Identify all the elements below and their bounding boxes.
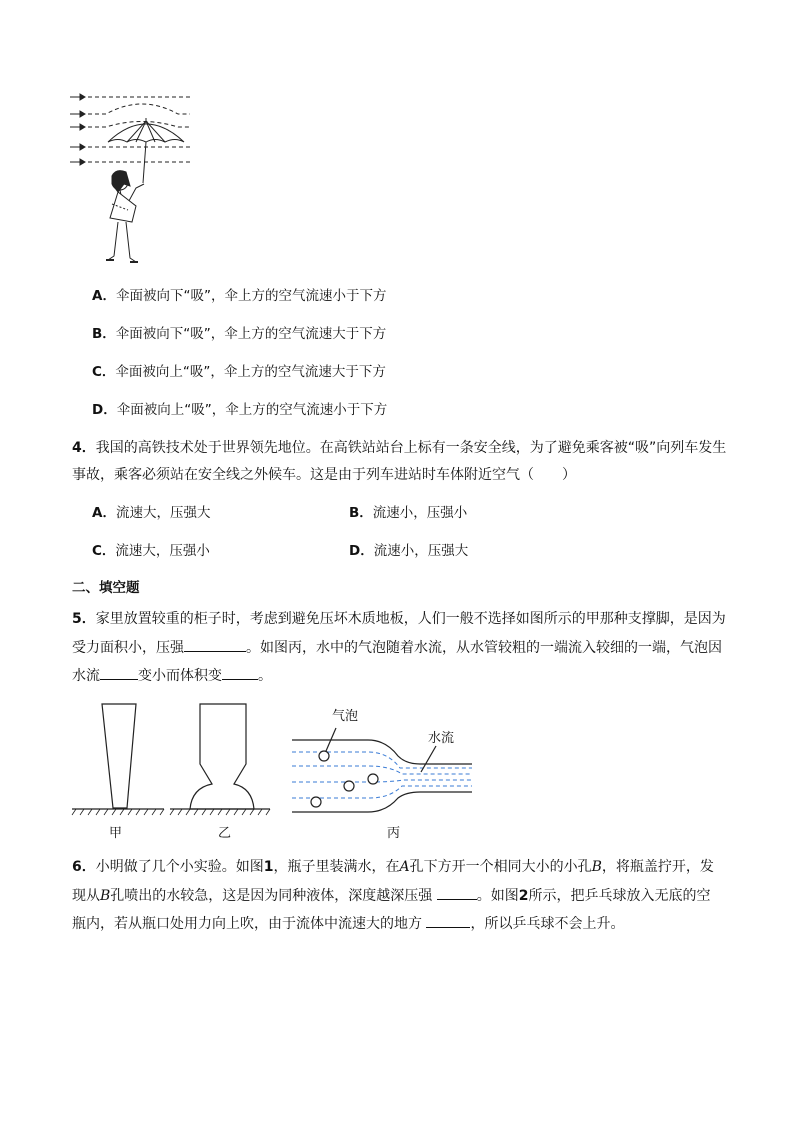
stem-text: 所示，把乒乓球放入无底的空: [528, 888, 711, 904]
stem-text: 。如图: [476, 888, 519, 904]
figure-label-jia: 甲: [109, 826, 123, 841]
question-number: 4．: [72, 440, 96, 456]
stem-text: 瓶内，若从瓶口处用力向上吹，由于流体中流速大的地方: [72, 916, 422, 932]
answer-blank-4[interactable]: [437, 885, 477, 900]
option-letter: A．: [92, 505, 116, 521]
option-text: 流速小，压强小: [372, 505, 468, 521]
stem-text: 。: [258, 668, 272, 684]
option-letter: D．: [92, 402, 117, 418]
stem-text: ，将瓶盖拧开，发: [601, 859, 714, 875]
q6-stem-line-2: [72, 885, 711, 906]
support-foot-yi-figure: [170, 700, 270, 816]
answer-blank-5[interactable]: [426, 913, 470, 928]
umbrella-girl-figure: [66, 88, 198, 272]
q3-option-b[interactable]: [92, 324, 386, 344]
q3-option-a[interactable]: [92, 286, 386, 306]
hole-label: B: [100, 888, 111, 904]
option-text: 流速小，压强大: [373, 543, 469, 559]
answer-blank-3[interactable]: [222, 665, 258, 680]
stem-text: 水流: [72, 668, 100, 684]
stem-text: 孔喷出的水较急，这是因为同种液体，深度越深压强: [110, 888, 433, 904]
option-letter: A．: [92, 288, 116, 304]
option-text: 流速大，压强小: [115, 543, 210, 559]
q4-stem-line-2: 事故，乘客必须站在安全线之外候车。这是由于列车进站时车体附近空气（ ）: [72, 467, 576, 483]
stem-text: 现从: [72, 888, 100, 904]
option-text: 伞面被向上“吸”，伞上方的空气流速大于下方: [115, 364, 386, 380]
option-letter: B．: [92, 326, 116, 342]
option-text: 伞面被向下“吸”，伞上方的空气流速小于下方: [115, 288, 387, 304]
q3-option-d[interactable]: [92, 400, 387, 420]
water-pipe-bing-figure: [290, 700, 474, 816]
option-text: 伞面被向下“吸”，伞上方的空气流速大于下方: [115, 326, 387, 342]
q5-stem-line-1: [72, 609, 726, 629]
stem-text: 受力面积小，压强: [72, 640, 184, 656]
figure-label-yi: 乙: [218, 826, 232, 841]
q4-option-c[interactable]: [92, 541, 210, 561]
figure-label-bubble: 气泡: [332, 709, 359, 724]
question-number: 6．: [72, 859, 96, 875]
option-text: 流速大，压强大: [115, 505, 211, 521]
answer-blank-2[interactable]: [100, 665, 138, 680]
option-text: 伞面被向上“吸”，伞上方的空气流速小于下方: [116, 402, 388, 418]
stem-text: 小明做了几个小实验。如图: [95, 859, 264, 875]
stem-text: 家里放置较重的柜子时，考虑到避免压坏木质地板，人们一般不选择如图所示的甲那种支撑脚，是因为: [95, 611, 726, 627]
figure-ref: 1: [263, 859, 274, 875]
section-title: 二、填空题: [72, 580, 140, 596]
figure-ref: 2: [518, 888, 529, 904]
q6-stem-line-3: [72, 913, 624, 934]
option-letter: C．: [92, 543, 116, 559]
q3-option-c[interactable]: [92, 362, 386, 382]
stem-text: 孔下方开一个相同大小的小孔: [409, 859, 592, 875]
option-letter: C．: [92, 364, 116, 380]
hole-label: B: [591, 859, 602, 875]
hole-label: A: [399, 859, 410, 875]
question-number: 5．: [72, 611, 96, 627]
q4-option-a[interactable]: [92, 503, 210, 523]
stem-text: 我国的高铁技术处于世界领先地位。在高铁站站台上标有一条安全线，为了避免乘客被“吸”向列车发生: [95, 440, 727, 456]
q4-stem-line-1: [72, 438, 726, 458]
q6-stem-line-1: [72, 857, 714, 877]
q5-stem-line-2: [72, 637, 722, 658]
q5-stem-line-3: [72, 665, 272, 686]
q4-option-b[interactable]: [349, 503, 467, 523]
stem-text: 。如图丙，水中的气泡随着水流，从水管较粗的一端流入较细的一端，气泡因: [246, 640, 722, 656]
stem-text: ，瓶子里装满水，在: [273, 859, 400, 875]
answer-blank-1[interactable]: [184, 637, 246, 652]
figure-label-water-flow: 水流: [428, 731, 455, 746]
q4-option-d[interactable]: [349, 541, 468, 561]
stem-text: 变小而体积变: [138, 668, 222, 684]
option-letter: D．: [349, 543, 374, 559]
stem-text: ，所以乒乓球不会上升。: [470, 916, 625, 932]
figure-label-bing: 丙: [387, 826, 401, 841]
option-letter: B．: [349, 505, 373, 521]
support-foot-jia-figure: [72, 700, 164, 816]
